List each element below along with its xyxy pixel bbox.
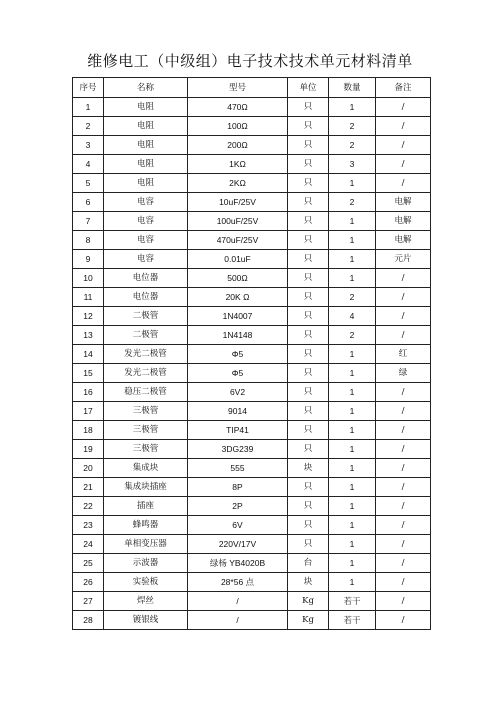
- cell-quantity: 1: [329, 269, 376, 288]
- cell-index: 21: [73, 478, 104, 497]
- cell-remark: /: [376, 402, 431, 421]
- table-row: [73, 516, 431, 535]
- cell-name: 集成块插座: [104, 478, 188, 497]
- cell-unit: 块: [288, 459, 329, 478]
- cell-quantity: 1: [329, 516, 376, 535]
- cell-quantity: 1: [329, 250, 376, 269]
- cell-unit: 只: [288, 421, 329, 440]
- cell-unit: 只: [288, 497, 329, 516]
- cell-quantity: 1: [329, 345, 376, 364]
- cell-index: 5: [73, 174, 104, 193]
- cell-model: Φ5: [188, 364, 288, 383]
- cell-remark: /: [376, 326, 431, 345]
- cell-index: 18: [73, 421, 104, 440]
- cell-unit: 只: [288, 136, 329, 155]
- cell-quantity: 1: [329, 174, 376, 193]
- cell-index: 14: [73, 345, 104, 364]
- cell-model: 100Ω: [188, 117, 288, 136]
- table-row: [73, 136, 431, 155]
- cell-quantity: 2: [329, 288, 376, 307]
- cell-name: 蜂鸣器: [104, 516, 188, 535]
- cell-remark: /: [376, 288, 431, 307]
- cell-name: 电阻: [104, 174, 188, 193]
- cell-name: 发光二极管: [104, 345, 188, 364]
- cell-unit: 只: [288, 345, 329, 364]
- cell-index: 20: [73, 459, 104, 478]
- table-row: [73, 592, 431, 611]
- cell-remark: /: [376, 174, 431, 193]
- cell-quantity: 1: [329, 554, 376, 573]
- cell-quantity: 4: [329, 307, 376, 326]
- cell-unit: Kg: [288, 611, 329, 630]
- cell-unit: 只: [288, 269, 329, 288]
- cell-model: 470uF/25V: [188, 231, 288, 250]
- cell-index: 23: [73, 516, 104, 535]
- cell-index: 17: [73, 402, 104, 421]
- cell-index: 4: [73, 155, 104, 174]
- cell-index: 7: [73, 212, 104, 231]
- cell-name: 电位器: [104, 288, 188, 307]
- cell-quantity: 1: [329, 440, 376, 459]
- cell-unit: 只: [288, 326, 329, 345]
- table-row: [73, 554, 431, 573]
- cell-model: 200Ω: [188, 136, 288, 155]
- cell-quantity: 1: [329, 573, 376, 592]
- cell-model: /: [188, 592, 288, 611]
- cell-remark: 元片: [376, 250, 431, 269]
- cell-index: 19: [73, 440, 104, 459]
- cell-remark: /: [376, 383, 431, 402]
- table-row: [73, 573, 431, 592]
- cell-quantity: 1: [329, 231, 376, 250]
- cell-name: 发光二极管: [104, 364, 188, 383]
- table-row: [73, 611, 431, 630]
- table-row: [73, 421, 431, 440]
- cell-model: 绿杨 YB4020B: [188, 554, 288, 573]
- cell-name: 电容: [104, 250, 188, 269]
- cell-quantity: 若干: [329, 592, 376, 611]
- cell-model: 6V: [188, 516, 288, 535]
- cell-name: 三极管: [104, 440, 188, 459]
- cell-quantity: 1: [329, 364, 376, 383]
- cell-quantity: 1: [329, 98, 376, 117]
- cell-model: 220V/17V: [188, 535, 288, 554]
- cell-unit: 只: [288, 383, 329, 402]
- cell-unit: 只: [288, 516, 329, 535]
- cell-index: 27: [73, 592, 104, 611]
- table-row: [73, 307, 431, 326]
- cell-remark: /: [376, 269, 431, 288]
- cell-unit: 只: [288, 535, 329, 554]
- cell-index: 25: [73, 554, 104, 573]
- cell-remark: /: [376, 136, 431, 155]
- header-quantity: 数量: [329, 78, 376, 98]
- cell-index: 24: [73, 535, 104, 554]
- cell-name: 电容: [104, 193, 188, 212]
- cell-remark: /: [376, 516, 431, 535]
- cell-model: 20K Ω: [188, 288, 288, 307]
- cell-model: 500Ω: [188, 269, 288, 288]
- cell-remark: 绿: [376, 364, 431, 383]
- header-model: 型号: [188, 78, 288, 98]
- cell-name: 电阻: [104, 136, 188, 155]
- cell-index: 10: [73, 269, 104, 288]
- table-row: [73, 250, 431, 269]
- cell-unit: 只: [288, 288, 329, 307]
- cell-name: 插座: [104, 497, 188, 516]
- cell-index: 8: [73, 231, 104, 250]
- cell-index: 2: [73, 117, 104, 136]
- cell-quantity: 1: [329, 535, 376, 554]
- cell-model: 100uF/25V: [188, 212, 288, 231]
- cell-remark: /: [376, 554, 431, 573]
- cell-name: 稳压二极管: [104, 383, 188, 402]
- cell-unit: 只: [288, 117, 329, 136]
- table-row: [73, 288, 431, 307]
- table-row: [73, 478, 431, 497]
- table-row: [73, 459, 431, 478]
- cell-index: 13: [73, 326, 104, 345]
- cell-name: 电容: [104, 231, 188, 250]
- cell-name: 电阻: [104, 117, 188, 136]
- table-row: [73, 212, 431, 231]
- cell-model: 8P: [188, 478, 288, 497]
- cell-remark: /: [376, 478, 431, 497]
- cell-index: 15: [73, 364, 104, 383]
- cell-unit: 只: [288, 364, 329, 383]
- cell-quantity: 1: [329, 421, 376, 440]
- header-remark: 备注: [376, 78, 431, 98]
- table-row: [73, 155, 431, 174]
- table-row: [73, 174, 431, 193]
- cell-unit: 只: [288, 307, 329, 326]
- cell-name: 电容: [104, 212, 188, 231]
- table-row: [73, 383, 431, 402]
- cell-quantity: 若干: [329, 611, 376, 630]
- header-unit: 单位: [288, 78, 329, 98]
- cell-quantity: 1: [329, 383, 376, 402]
- cell-remark: /: [376, 573, 431, 592]
- cell-model: 1N4148: [188, 326, 288, 345]
- cell-remark: /: [376, 535, 431, 554]
- cell-unit: 只: [288, 98, 329, 117]
- cell-quantity: 1: [329, 478, 376, 497]
- cell-index: 28: [73, 611, 104, 630]
- cell-name: 集成块: [104, 459, 188, 478]
- cell-name: 电位器: [104, 269, 188, 288]
- cell-quantity: 1: [329, 212, 376, 231]
- cell-model: 555: [188, 459, 288, 478]
- cell-remark: /: [376, 611, 431, 630]
- cell-remark: /: [376, 117, 431, 136]
- materials-table: [72, 77, 431, 630]
- cell-name: 二极管: [104, 307, 188, 326]
- cell-name: 二极管: [104, 326, 188, 345]
- cell-name: 三极管: [104, 421, 188, 440]
- cell-unit: 只: [288, 478, 329, 497]
- cell-model: 0.01uF: [188, 250, 288, 269]
- header-name: 名称: [104, 78, 188, 98]
- cell-remark: /: [376, 497, 431, 516]
- cell-remark: /: [376, 421, 431, 440]
- cell-remark: 电解: [376, 193, 431, 212]
- cell-model: 1KΩ: [188, 155, 288, 174]
- cell-remark: 电解: [376, 231, 431, 250]
- table-row: [73, 193, 431, 212]
- cell-quantity: 2: [329, 136, 376, 155]
- cell-index: 6: [73, 193, 104, 212]
- cell-remark: /: [376, 440, 431, 459]
- cell-remark: /: [376, 592, 431, 611]
- cell-model: 470Ω: [188, 98, 288, 117]
- cell-model: TIP41: [188, 421, 288, 440]
- cell-unit: 台: [288, 554, 329, 573]
- cell-unit: 只: [288, 402, 329, 421]
- cell-model: 3DG239: [188, 440, 288, 459]
- cell-remark: /: [376, 155, 431, 174]
- cell-model: /: [188, 611, 288, 630]
- cell-unit: 只: [288, 250, 329, 269]
- cell-quantity: 2: [329, 193, 376, 212]
- header-index: 序号: [73, 78, 104, 98]
- cell-name: 电阻: [104, 98, 188, 117]
- cell-index: 26: [73, 573, 104, 592]
- cell-unit: 只: [288, 231, 329, 250]
- cell-index: 3: [73, 136, 104, 155]
- table-row: [73, 497, 431, 516]
- table-row: [73, 269, 431, 288]
- cell-unit: Kg: [288, 592, 329, 611]
- cell-index: 22: [73, 497, 104, 516]
- table-row: [73, 98, 431, 117]
- cell-model: 2P: [188, 497, 288, 516]
- cell-remark: 电解: [376, 212, 431, 231]
- cell-name: 示波器: [104, 554, 188, 573]
- cell-remark: 红: [376, 345, 431, 364]
- cell-quantity: 2: [329, 326, 376, 345]
- cell-index: 12: [73, 307, 104, 326]
- cell-index: 16: [73, 383, 104, 402]
- cell-index: 11: [73, 288, 104, 307]
- table-row: [73, 535, 431, 554]
- cell-remark: /: [376, 98, 431, 117]
- table-body: [73, 98, 431, 630]
- table-row: [73, 117, 431, 136]
- cell-remark: /: [376, 307, 431, 326]
- cell-model: Φ5: [188, 345, 288, 364]
- cell-unit: 只: [288, 174, 329, 193]
- cell-name: 三极管: [104, 402, 188, 421]
- cell-remark: /: [376, 459, 431, 478]
- table-row: [73, 402, 431, 421]
- cell-quantity: 3: [329, 155, 376, 174]
- cell-name: 焊丝: [104, 592, 188, 611]
- table-row: [73, 231, 431, 250]
- cell-quantity: 1: [329, 497, 376, 516]
- table-row: [73, 440, 431, 459]
- table-header-row: [73, 78, 431, 98]
- cell-unit: 只: [288, 193, 329, 212]
- table-row: [73, 345, 431, 364]
- cell-unit: 只: [288, 155, 329, 174]
- cell-model: 1N4007: [188, 307, 288, 326]
- cell-name: 单相变压器: [104, 535, 188, 554]
- cell-unit: 只: [288, 440, 329, 459]
- cell-unit: 只: [288, 212, 329, 231]
- cell-quantity: 2: [329, 117, 376, 136]
- cell-quantity: 1: [329, 459, 376, 478]
- cell-name: 实验板: [104, 573, 188, 592]
- cell-name: 电阻: [104, 155, 188, 174]
- cell-unit: 块: [288, 573, 329, 592]
- table-row: [73, 326, 431, 345]
- table-row: [73, 364, 431, 383]
- document-title: 维修电工（中级组）电子技术技术单元材料清单: [87, 52, 413, 70]
- cell-index: 9: [73, 250, 104, 269]
- cell-model: 10uF/25V: [188, 193, 288, 212]
- cell-model: 6V2: [188, 383, 288, 402]
- cell-name: 镀银线: [104, 611, 188, 630]
- cell-quantity: 1: [329, 402, 376, 421]
- cell-model: 2KΩ: [188, 174, 288, 193]
- cell-model: 28*56 点: [188, 573, 288, 592]
- cell-index: 1: [73, 98, 104, 117]
- cell-model: 9014: [188, 402, 288, 421]
